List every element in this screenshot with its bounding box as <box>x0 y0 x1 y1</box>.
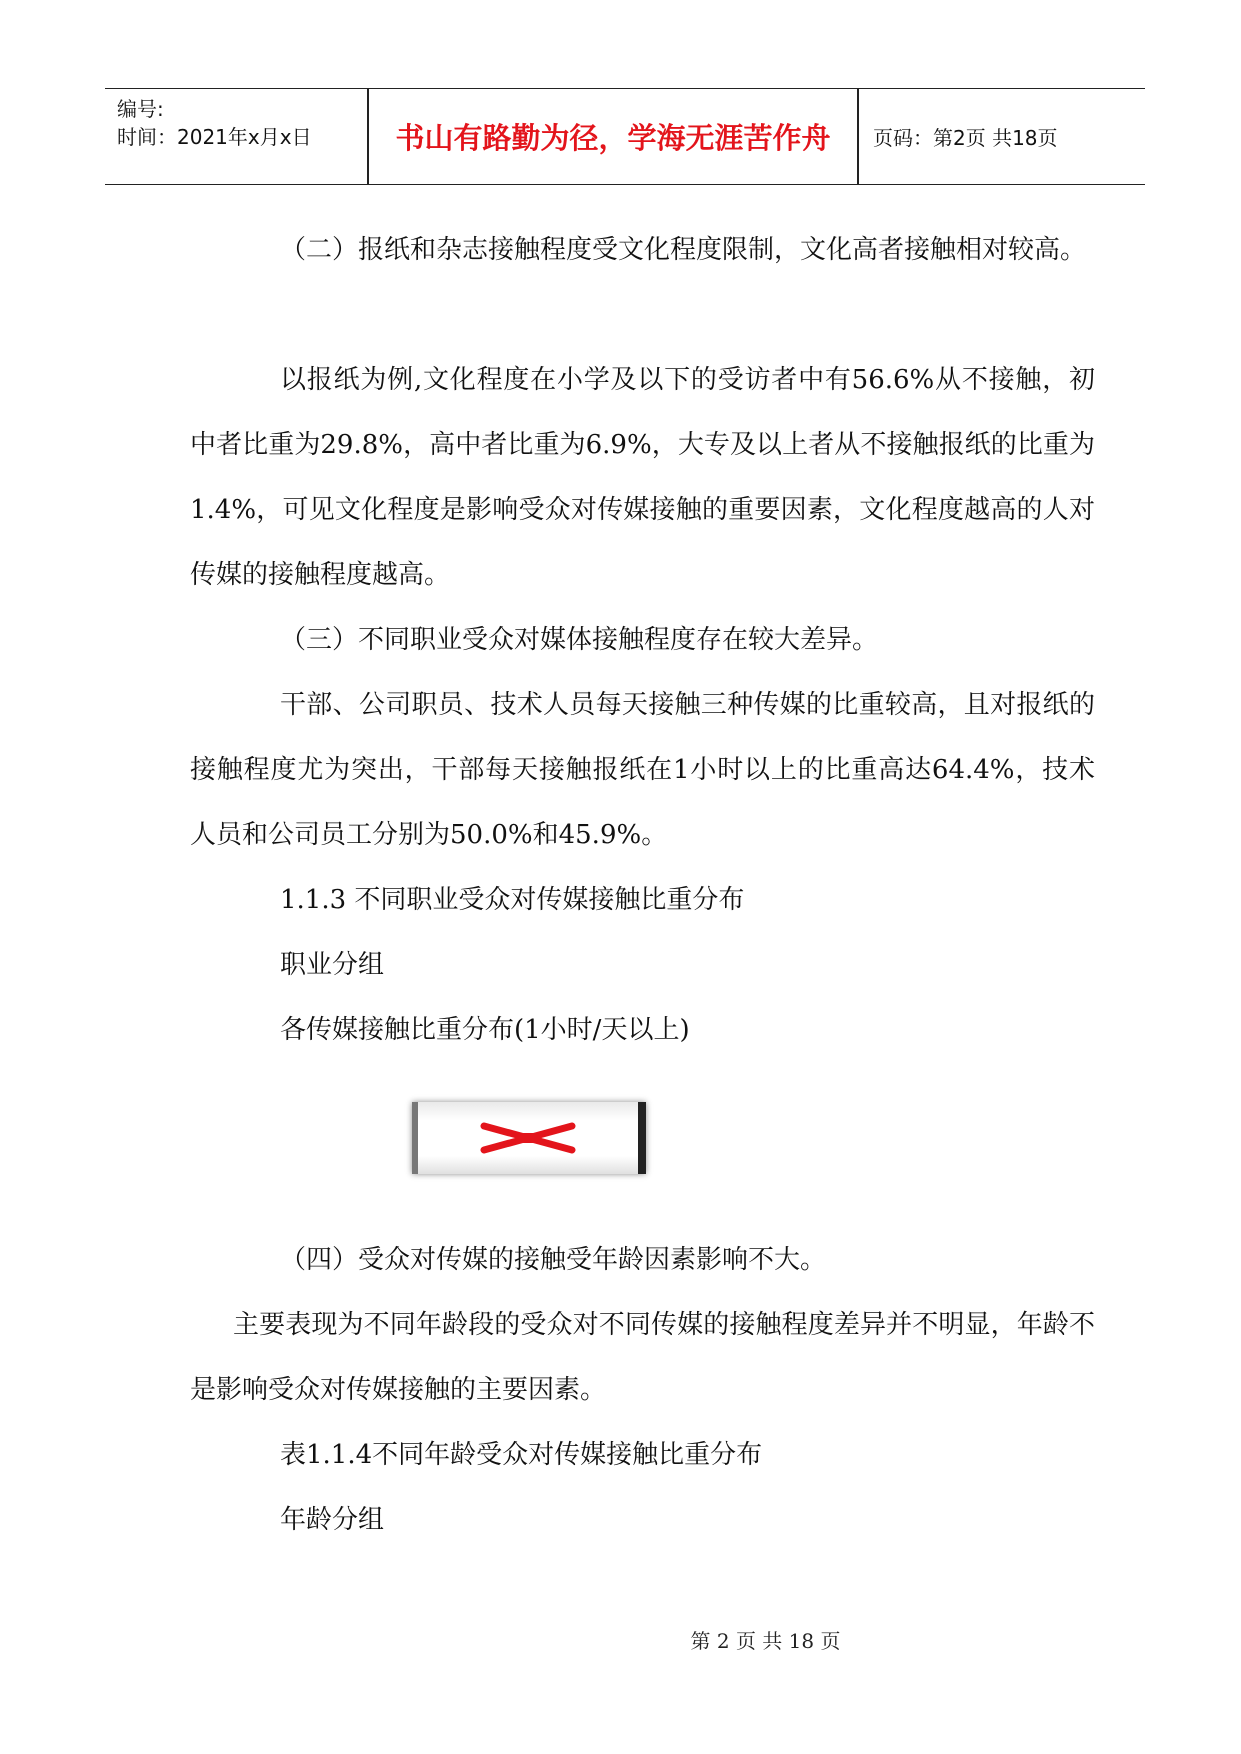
broken-image-placeholder <box>412 1102 646 1174</box>
heading-occupation-difference: （三）不同职业受众对媒体接触程度存在较大差异。 <box>280 625 879 655</box>
table-label-occupation-group: 职业分组 <box>280 950 385 980</box>
page-footer: 第 2 页 共 18 页 <box>690 1629 841 1653</box>
paragraph-newspaper-example: 以报纸为例,文化程度在小学及以下的受访者中有56.6%从不接触，初中者比重为29.8%，高中者比重为6.9%，大专及以上者从不接触报纸的比重为1.4%，可见文化程度是影响受众对传媒接触的重要因素，文化程度越高的人对 传媒的接触程度越高。 <box>190 365 1095 590</box>
page-header <box>105 88 1145 185</box>
table-label-age-group: 年龄分组 <box>280 1505 385 1535</box>
header-divider <box>857 89 859 184</box>
broken-image-icon <box>478 1118 578 1158</box>
header-page-number: 页码：第2页 共18页 <box>873 126 1058 150</box>
heading-age-influence: （四）受众对传媒的接触受年龄因素影响不大。 <box>280 1245 827 1275</box>
document-number-label: 编号: <box>117 97 164 121</box>
paragraph-occupation-detail: 干部、公司职员、技术人员每天接触三种传媒的比重较高，且对报纸的接触程度尤为突出，干部每天接触报纸在1小时以上的比重高达64.4%，技术人员和公司员工分别为50.0%和45.9%。 <box>190 690 1095 850</box>
header-motto: 书山有路勤为径，学海无涯苦作舟 <box>395 121 831 155</box>
document-time-label: 时间：2021年x月x日 <box>117 125 312 149</box>
table-caption-occupation: 1.1.3 不同职业受众对传媒接触比重分布 <box>280 885 745 915</box>
paragraph-newspaper-education: （二）报纸和杂志接触程度受文化程度限制，文化高者接触相对较高。 <box>280 235 1087 265</box>
header-meta <box>117 95 312 151</box>
table-label-media-share: 各传媒接触比重分布(1小时/天以上) <box>280 1015 690 1045</box>
table-caption-age: 表1.1.4不同年龄受众对传媒接触比重分布 <box>280 1440 763 1470</box>
paragraph-age-detail: 主要表现为不同年龄段的受众对不同传媒的接触程度差异并不明显，年龄不是影响受众对传媒接触的主要因素。 <box>190 1310 1095 1405</box>
